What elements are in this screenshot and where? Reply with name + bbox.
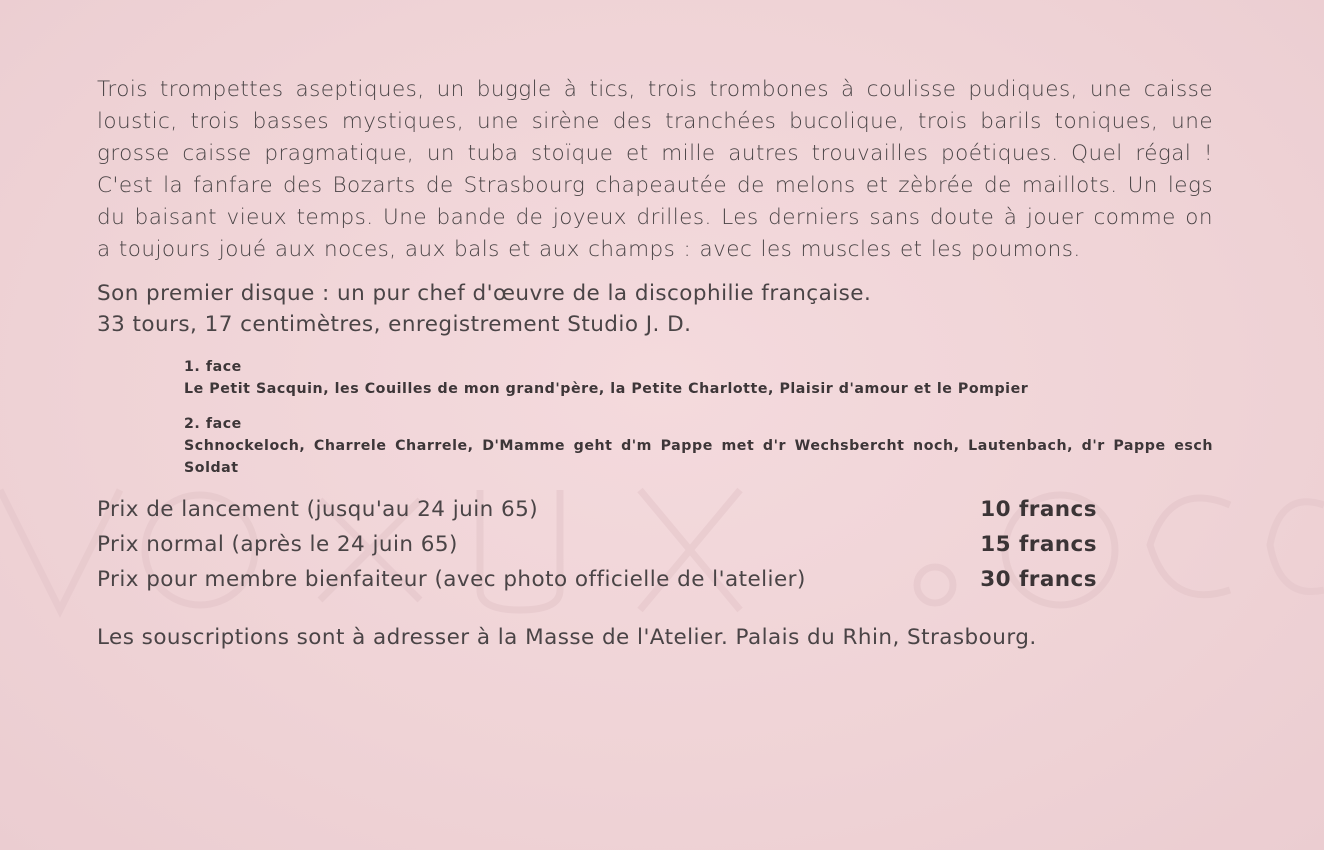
price-row: [97, 492, 1213, 527]
face-2: [184, 413, 1213, 479]
intro-paragraph: Trois trompettes aseptiques, un buggle à tics, trois trombones à coulisse pudiques, une caisse loustic, trois basses mystiques, une sirène des tranchées bucolique, trois barils toniques, une grosse caisse pragmatique, un tuba stoïque et mille autres trouvailles poétiques. Quel régal ! C'est la fanfare des Bozarts de Strasbourg chapeautée de melons et zèbrée de maillots. Un legs du baisant vieux temps. Une bande de joyeux drilles. Les derniers sans doute à jouer comme on a toujours joué aux noces, aux bals et aux champs : avec les muscles et les poumons.: [97, 77, 1213, 262]
face-songs: Schnockeloch, Charrele Charrele, D'Mamme geht d'm Pappe met d'r Wechsbercht noch, Lautenbach, d'r Pappe esch Soldat: [184, 438, 1213, 476]
face-title: 2. face: [184, 416, 242, 432]
document-content: [97, 74, 1213, 650]
subscription-address: Les souscriptions sont à adresser à la Masse de l'Atelier. Palais du Rhin, Strasbourg.: [97, 625, 1037, 650]
price-amount: 30 francs: [980, 567, 1097, 592]
disc-line-title: Son premier disque : un pur chef d'œuvre de la discophilie française.: [97, 281, 872, 306]
face-title: 1. face: [184, 359, 242, 375]
price-label: Prix pour membre bienfaiteur (avec photo officielle de l'atelier): [97, 567, 806, 592]
disc-description: [97, 278, 1213, 340]
track-listing: [184, 356, 1213, 479]
price-amount: 15 francs: [980, 532, 1097, 557]
price-row: [97, 527, 1213, 562]
price-list: [97, 492, 1213, 597]
face-songs: Le Petit Sacquin, les Couilles de mon grand'père, la Petite Charlotte, Plaisir d'amour et le Pompier: [184, 381, 1029, 397]
disc-line-specs: 33 tours, 17 centimètres, enregistrement Studio J. D.: [97, 312, 692, 337]
price-label: Prix normal (après le 24 juin 65): [97, 532, 458, 557]
price-row: [97, 562, 1213, 597]
face-1: [184, 356, 1213, 400]
price-amount: 10 francs: [980, 497, 1097, 522]
price-label: Prix de lancement (jusqu'au 24 juin 65): [97, 497, 539, 522]
